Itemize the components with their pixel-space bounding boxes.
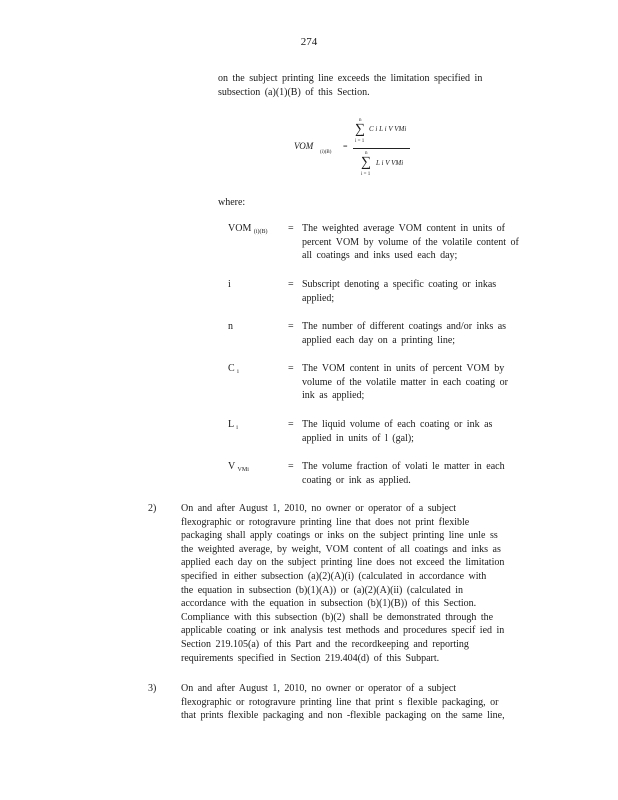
equation-equals: = [343, 142, 348, 151]
denominator-sigma: ∑ [361, 155, 371, 170]
definition-text: The number of different coatings and/or inks as applied each day on a printing line; [302, 321, 507, 346]
item-text: On and after August 1, 2010, no owner or operator of a subject flexographic or rotogravure printing line that print s flexible packaging, or that prints flexible packaging and non -flexible packaging on the same line, [181, 683, 505, 722]
definition-equals: = [288, 223, 294, 234]
equation-lhs-subscript: (i)(B) [320, 150, 332, 155]
where-label: where: [218, 197, 246, 208]
item-text: On and after August 1, 2010, no owner or operator of a subject flexographic or rotogravure printing line that does not print flexible packaging shall apply coatings or inks on the subject printing line unle ss the weighted average, by weight, VOM content of all coatings and inks as applied each day on the subject printing line does not exceed the limitation specified in either subsection (a)(2)(A)(i) (calculated in accordance with the equation in subsection (b)(1)(A)) or (a)(2)(A)(ii) (calculated in accordance with the equation in subsection (b)(1)(B)) of this Section. Compliance with this subsection (b)(2) shall be demonstrated through the applicable coating or ink analysis test methods and procedures specif ied in Section 219.105(a) of this Part and the recordkeeping and reporting requirements specified in Section 219.404(d) of this Subpart. [181, 503, 505, 664]
definition-text: The VOM content in units of percent VOM by volume of the volatile matter in each coating or ink as applied; [302, 363, 508, 402]
definition-term: i [228, 279, 231, 290]
definition-equals: = [288, 419, 294, 430]
denominator-terms: L i V VMi [376, 159, 404, 167]
definition-term: V $_{VMi}$ [228, 461, 249, 473]
denominator-sum-upper: n [365, 151, 368, 156]
definition-term: VOM $_{(i)(B)}$ [228, 223, 268, 235]
intro-line: subsection (a)(1)(B) of this Section. [218, 86, 370, 98]
definition-text: The volume fraction of volati le matter in each coating or ink as applied. [302, 461, 505, 486]
definition-term: n [228, 321, 233, 332]
item-number: 3) [148, 683, 157, 694]
definition-text: The weighted average VOM content in units of percent VOM by volume of the volatile content of all coatings and inks used each day; [302, 223, 519, 262]
definition-equals: = [288, 321, 294, 332]
fraction-bar [353, 148, 410, 149]
item-number: 2) [148, 503, 157, 514]
definition-text: Subscript denoting a specific coating or inkas applied; [302, 279, 497, 304]
definition-equals: = [288, 279, 294, 290]
numerator-sigma: ∑ [355, 122, 365, 137]
intro-line: on the subject printing line exceeds the limitation specified in [218, 73, 483, 84]
numerator-terms: C i L i V VMi [369, 125, 407, 133]
equation-lhs: VOM [294, 141, 314, 151]
definition-equals: = [288, 363, 294, 374]
definition-term: C $_i$ [228, 363, 239, 375]
definition-term: L $_i$ [228, 419, 238, 431]
definition-equals: = [288, 461, 294, 472]
numerator-sum-upper: n [359, 118, 362, 123]
denominator-sum-lower: i = 1 [361, 172, 371, 177]
page-number: 274 [300, 36, 318, 48]
numerator-sum-lower: i = 1 [355, 139, 365, 144]
definition-text: The liquid volume of each coating or ink as applied in units of l (gal); [302, 419, 493, 444]
intro-paragraph [218, 72, 518, 99]
